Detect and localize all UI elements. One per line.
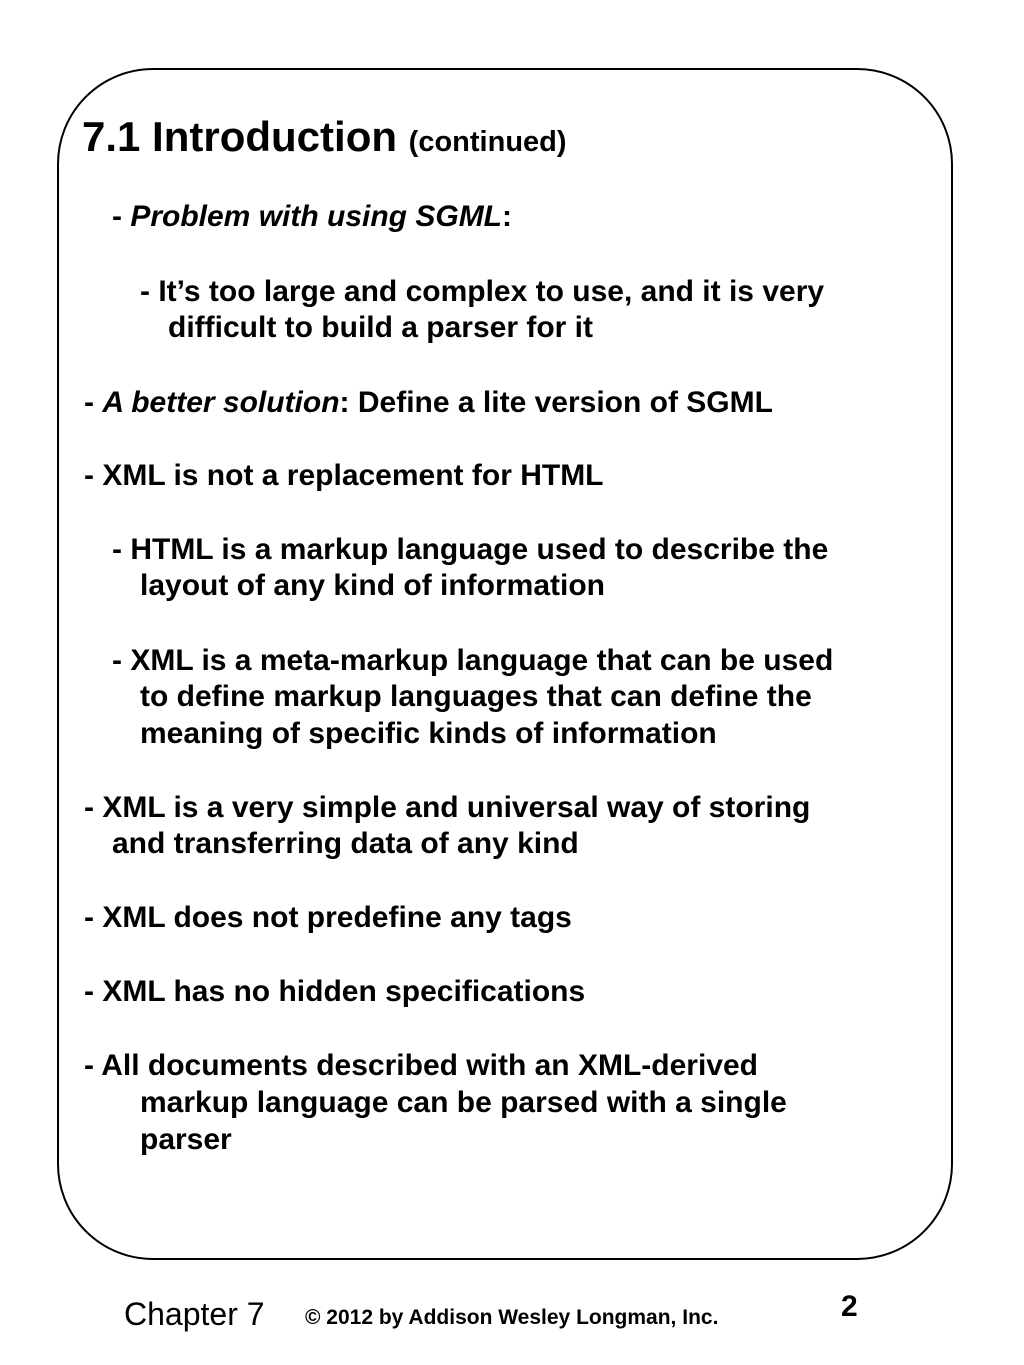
no-hidden-line: - XML has no hidden specifications <box>84 975 586 1008</box>
footer-copyright: © 2012 by Addison Wesley Longman, Inc. <box>305 1306 719 1329</box>
html-desc-line-1: - HTML is a markup language used to describe the <box>112 533 829 566</box>
no-tags-line: - XML does not predefine any tags <box>84 901 572 934</box>
title-main: 7.1 Introduction <box>82 113 397 160</box>
xml-desc-line-2: to define markup languages that can define the <box>140 680 812 713</box>
simple-line-1: - XML is a very simple and universal way of storing <box>84 791 811 824</box>
html-desc-line-2: layout of any kind of information <box>140 569 605 602</box>
problem-dash: - <box>112 200 131 233</box>
solution-dash: - <box>84 386 103 419</box>
replacement-line: - XML is not a replacement for HTML <box>84 459 604 492</box>
parsed-line-3: parser <box>140 1123 232 1156</box>
problem-detail-line-2: difficult to build a parser for it <box>168 311 594 344</box>
parsed-line-1: - All documents described with an XML-derived <box>84 1049 758 1082</box>
solution-label: A better solution <box>102 386 340 419</box>
problem-heading <box>112 199 512 235</box>
problem-colon: : <box>502 200 513 233</box>
problem-label: Problem with using SGML <box>130 200 503 233</box>
footer-chapter: Chapter 7 <box>124 1296 265 1332</box>
title-sub: (continued) <box>408 126 567 158</box>
parsed-line-2: markup language can be parsed with a single <box>140 1086 787 1119</box>
slide-title <box>82 113 567 161</box>
xml-desc-line-1: - XML is a meta-markup language that can be used <box>112 644 834 677</box>
xml-desc-line-3: meaning of specific kinds of information <box>140 717 717 750</box>
simple-line-2: and transferring data of any kind <box>112 827 579 860</box>
page-number: 2 <box>841 1290 858 1323</box>
solution-line <box>84 385 773 421</box>
solution-text: : Define a lite version of SGML <box>339 386 773 419</box>
problem-detail-line-1: - It’s too large and complex to use, and it is very <box>140 275 825 308</box>
